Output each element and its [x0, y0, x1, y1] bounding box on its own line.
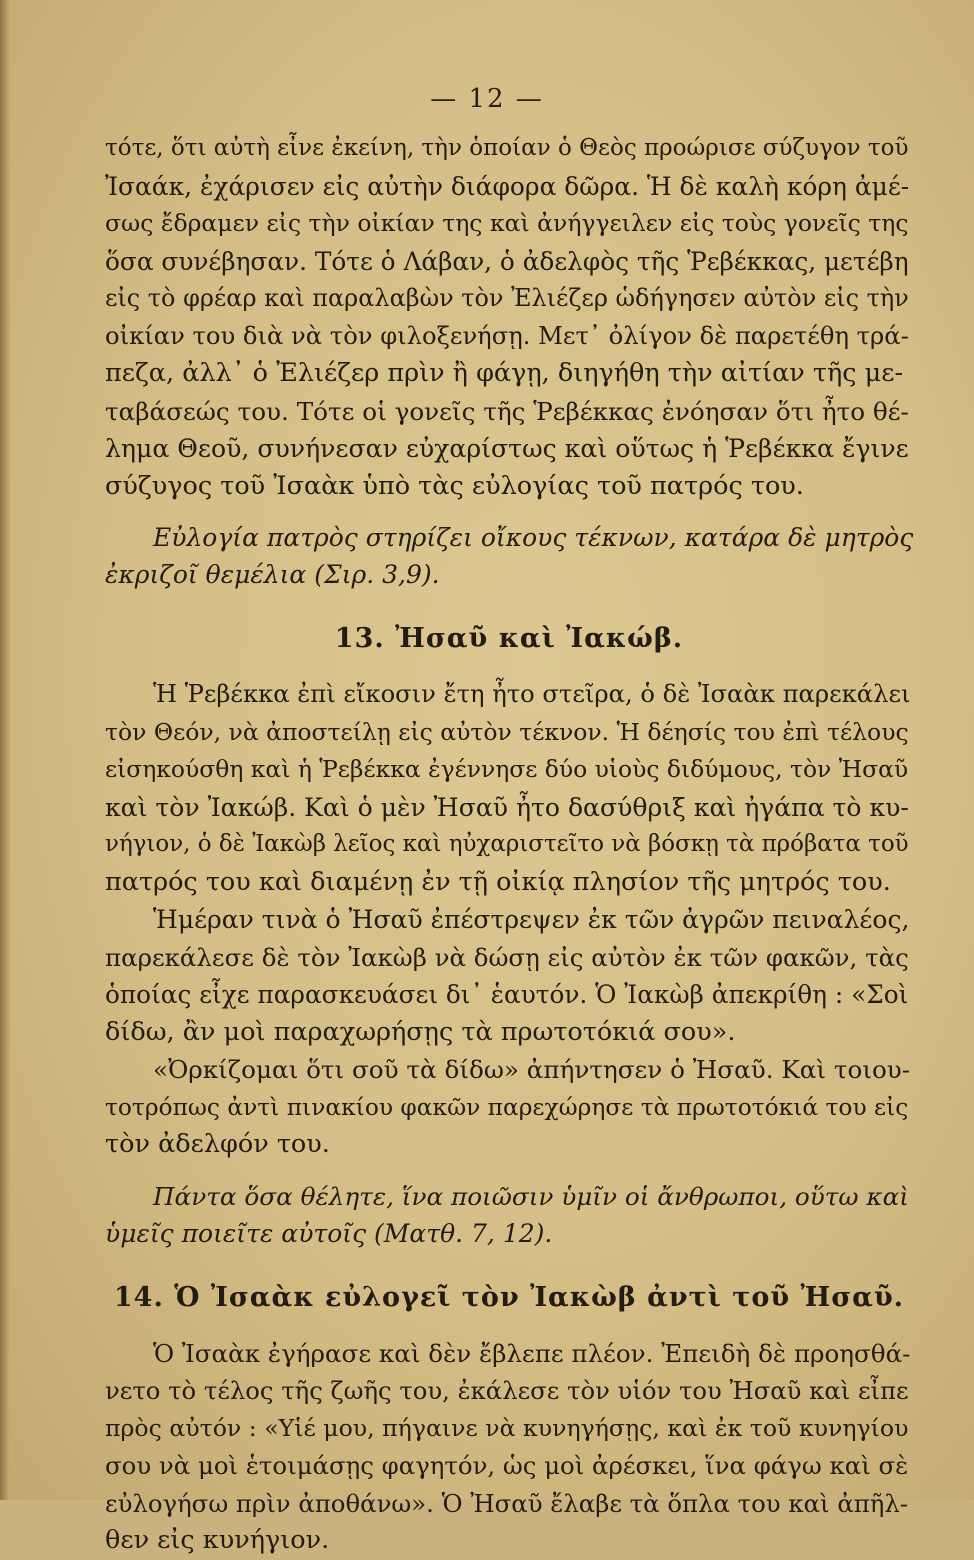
text-line: λημα Θεοῦ, συνήνεσαν εὐχαρίστως καὶ οὕτως ἡ Ῥεβέκκα ἔγινε: [105, 434, 909, 463]
page-content: [105, 130, 913, 1560]
text-line: νετο τὸ τέλος τῆς ζωῆς του, ἐκάλεσε τὸν υἱόν του Ἠσαῦ καὶ εἶπε: [105, 1376, 909, 1405]
paragraph-esau-jacob-birth: [105, 676, 913, 901]
text-line: Ὁ Ἰσαὰκ ἐγήρασε καὶ δὲν ἔβλεπε πλέον. Ἐπειδὴ δὲ προησθά-: [153, 1338, 911, 1368]
paragraph-lentils: [105, 901, 913, 1051]
text-line: «Ὀρκίζομαι ὅτι σοῦ τὰ δίδω» ἀπήντησεν ὁ Ἠσαῦ. Καὶ τοιου-: [153, 1055, 911, 1084]
text-line: Ἡ Ῥεβέκκα ἐπὶ εἴκοσιν ἔτη ἦτο στεῖρα, ὁ δὲ Ἰσαὰκ παρεκάλει: [153, 680, 911, 708]
text-line: πρὸς αὐτόν : «Υἱέ μου, πήγαινε νὰ κυνηγήσῃς, καὶ ἐκ τοῦ κυνηγίου: [105, 1413, 909, 1442]
text-line: σως ἔδραμεν εἰς τὴν οἰκίαν της καὶ ἀνήγγειλεν εἰς τοὺς γονεῖς της: [105, 209, 909, 237]
text-line: εἰσηκούσθη καὶ ἡ Ῥεβέκκα ἐγέννησε δύο υἱοὺς διδύμους, τὸν Ἠσαῦ: [105, 755, 909, 783]
text-line: Ἡμέραν τινὰ ὁ Ἠσαῦ ἐπέστρεψεν ἐκ τῶν ἀγρῶν πειναλέος,: [153, 905, 910, 934]
text-line: θεν εἰς κυνήγιον.: [105, 1525, 330, 1555]
text-line: ὅσα συνέβησαν. Τότε ὁ Λάβαν, ὁ ἀδελφὸς τῆς Ῥεβέκκας, μετέβη: [105, 246, 909, 276]
text-line: ταβάσεώς του. Τότε οἱ γονεῖς τῆς Ῥεβέκκας ἐνόησαν ὅτι ἦτο θέ-: [105, 396, 909, 426]
section-heading-14: 14. Ὁ Ἰσαὰκ εὐλογεῖ τὸν Ἰακὼβ ἀντὶ τοῦ Ἠσαῦ.: [113, 1281, 905, 1313]
text-line: καὶ τὸν Ἰακώβ. Καὶ ὁ μὲν Ἠσαῦ ἦτο δασύθριξ καὶ ἠγάπα τὸ κυ-: [105, 792, 909, 822]
text-line: ὁποίας εἶχε παρασκευάσει δι᾽ ἑαυτόν. Ὁ Ἰακὼβ ἀπεκρίθη : «Σοὶ: [105, 980, 909, 1009]
text-line: πατρός του καὶ διαμένῃ ἐν τῇ οἰκίᾳ πλησίον τῆς μητρός του.: [105, 866, 891, 897]
text-line: οἰκίαν του διὰ νὰ τὸν φιλοξενήσῃ. Μετ᾽ ὀλίγον δὲ παρετέθη τρά-: [105, 321, 909, 350]
scripture-quote-sirach: [105, 519, 913, 593]
page-binding-edge: [0, 0, 10, 1500]
paragraph-isaac-blessing: [105, 1335, 913, 1560]
quote-line: ὑμεῖς ποιεῖτε αὐτοῖς (Ματθ. 7, 12).: [105, 1218, 553, 1248]
text-line: πεζα, ἀλλ᾽ ὁ Ἐλιέζερ πρὶν ἢ φάγῃ, διηγήθη τὴν αἰτίαν τῆς με-: [105, 358, 904, 388]
paragraph-rebecca-betrothal: [105, 130, 913, 505]
text-line: σύζυγος τοῦ Ἰσαὰκ ὑπὸ τὰς εὐλογίας τοῦ πατρός του.: [105, 470, 804, 501]
text-line: παρεκάλεσε δὲ τὸν Ἰακὼβ νὰ δώσῃ εἰς αὐτὸν ἐκ τῶν φακῶν, τὰς: [105, 942, 909, 972]
text-line: δίδω, ἂν μοὶ παραχωρήσῃς τὰ πρωτοτόκιά σου».: [105, 1016, 736, 1047]
text-line: σου νὰ μοὶ ἑτοιμάσῃς φαγητόν, ὡς μοὶ ἀρέσκει, ἵνα φάγω καὶ σὲ: [105, 1451, 909, 1480]
text-line: τότε, ὅτι αὐτὴ εἶνε ἐκείνη, τὴν ὁποίαν ὁ Θεὸς προώρισε σύζυγον τοῦ: [105, 135, 909, 161]
quote-line: Πάντα ὅσα θέλητε, ἵνα ποιῶσιν ὑμῖν οἱ ἄνθρωποι, οὕτω καὶ: [153, 1181, 909, 1211]
quote-line: Εὐλογία πατρὸς στηρίζει οἴκους τέκνων, κατάρα δὲ μητρὸς: [153, 523, 914, 552]
text-line: Ἰσαάκ, ἐχάρισεν εἰς αὐτὴν διάφορα δῶρα. Ἡ δὲ καλὴ κόρη ἀμέ-: [105, 171, 910, 201]
text-line: τοτρόπως ἀντὶ πινακίου φακῶν παρεχώρησε τὰ πρωτοτόκιά του εἰς: [105, 1093, 909, 1121]
paragraph-birthright: [105, 1051, 913, 1164]
section-heading-13: 13. Ἠσαῦ καὶ Ἰακώβ.: [334, 623, 684, 654]
quote-line: ἐκριζοῖ θεμέλια (Σιρ. 3,9).: [105, 560, 440, 589]
text-line: εὐλογήσω πρὶν ἀποθάνω». Ὁ Ἠσαῦ ἔλαβε τὰ ὅπλα του καὶ ἀπῆλ-: [105, 1488, 909, 1518]
text-line: εἰς τὸ φρέαρ καὶ παραλαβὼν τὸν Ἐλιέζερ ὡδήγησεν αὐτὸν εἰς τὴν: [105, 284, 909, 312]
text-line: νήγιον, ὁ δὲ Ἰακὼβ λεῖος καὶ ηὐχαριστεῖτο νὰ βόσκῃ τὰ πρόβατα τοῦ: [105, 831, 909, 857]
scripture-quote-matthew: [105, 1178, 913, 1252]
text-line: τὸν ἀδελφόν του.: [105, 1129, 330, 1159]
page-number: — 12 —: [430, 84, 544, 114]
text-line: τὸν Θεόν, νὰ ἀποστείλῃ εἰς αὐτὸν τέκνον. Ἡ δέησίς του ἐπὶ τέλους: [105, 717, 909, 746]
